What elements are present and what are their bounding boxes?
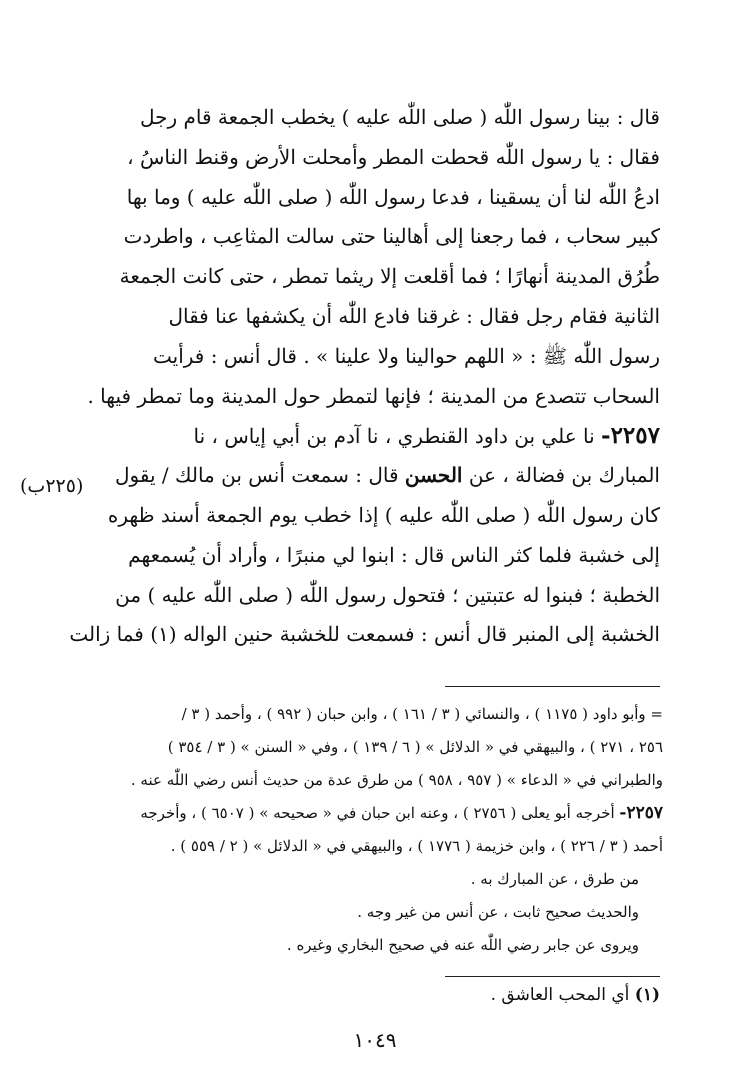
footnote-entry-text: أخرجه أبو يعلى ( ٢٧٥٦ ) ، وعنه ابن حبان في « صحيحه » ( ٦٥٠٧ ) ، وأخرجه <box>140 804 620 822</box>
glossary-divider <box>445 976 660 977</box>
footnote-entry-number: ٢٢٥٧- <box>619 803 663 823</box>
hadith-number: ٢٢٥٧- <box>601 422 660 450</box>
footnote-line: ٢٥٦ ، ٢٧١ ) ، والبيهقي في « الدلائل » ( ٦ / ١٣٩ ) ، وفي « السنن » ( ٣ / ٣٥٤ ) <box>167 738 663 756</box>
footnote-line: والحديث صحيح ثابت ، عن أنس من غير وجه . <box>357 903 639 921</box>
text-line: الخشبة إلى المنبر قال أنس : فسمعت للخشبة حنين الواله (١) فما زالت <box>69 622 660 647</box>
text-segment: المبارك بن فضالة ، عن <box>462 463 660 488</box>
text-line: فقال : يا رسول اللّٰه قحطت المطر وأمحلت الأرض وقنط الناسُ ، <box>127 144 660 169</box>
footnote-line: أحمد ( ٣ / ٢٢٦ ) ، وابن خزيمة ( ١٧٧٦ ) ، والبيهقي في « الدلائل » ( ٢ / ٥٥٩ ) . <box>170 837 663 855</box>
text-line: كان رسول اللّٰه ( صلى اللّٰه عليه ) إذا خطب يوم الجمعة أسند ظهره <box>107 502 660 527</box>
text-line: ادعُ اللّٰه لنا أن يسقينا ، فدعا رسول اللّٰه ( صلى اللّٰه عليه ) وما بها <box>126 184 660 209</box>
text-line: رسول اللّٰه ﷺ : « اللهم حوالينا ولا علينا » . قال أنس : فرأيت <box>152 343 660 368</box>
footnotes-block <box>88 698 663 962</box>
footnote-line: = وأبو داود ( ١١٧٥ ) ، والنسائي ( ٣ / ١٦١ ) ، وابن حبان ( ٩٩٢ ) ، وأحمد ( ٣ / <box>181 705 663 723</box>
text-segment: قال : سمعت أنس بن مالك / يقول <box>115 463 405 488</box>
text-line: إلى خشبة فلما كثر الناس قال : ابنوا لي منبرًا ، وأراد أن يُسمعهم <box>128 542 660 567</box>
text-line: الثانية فقام رجل فقال : غرقنا فادع اللّٰه أن يكشفها عنا فقال <box>168 303 660 328</box>
text-line <box>92 456 660 496</box>
bold-name: الحسن <box>404 463 463 488</box>
text-line: السحاب تتصدع من المدينة ؛ فإنها لتمطر حول المدينة وما تمطر فيها . <box>87 383 660 408</box>
glossary-number: (١) <box>634 985 660 1005</box>
page-number: ١٠٤٩ <box>353 1028 397 1052</box>
hadith-heading-line <box>92 416 660 456</box>
text-line: قال : بينا رسول اللّٰه ( صلى اللّٰه عليه ) يخطب الجمعة قام رجل <box>140 105 660 129</box>
main-text-block <box>69 98 660 655</box>
footnote-entry-line <box>88 797 663 830</box>
hadith-chain-text: نا علي بن داود القنطري ، نا آدم بن أبي إياس ، نا <box>193 424 595 449</box>
glossary-text: أي المحب العاشق . <box>490 985 635 1005</box>
footnote-line: والطبراني في « الدعاء » ( ٩٥٧ ، ٩٥٨ ) من طرق عدة من حديث أنس رضي اللّٰه عنه . <box>130 771 663 789</box>
footnote-line: من طرق ، عن المبارك به . <box>470 870 639 888</box>
footnote-divider <box>445 686 660 687</box>
text-line: طُرُق المدينة أنهارًا ؛ فما أقلعت إلا ريثما تمطر ، حتى كانت الجمعة <box>119 264 660 289</box>
text-line: الخطبة ؛ فبنوا له عتبتين ؛ فتحول رسول اللّٰه ( صلى اللّٰه عليه ) من <box>115 582 660 607</box>
margin-folio-note: (٢٢٥ب) <box>20 475 84 497</box>
text-line: كبير سحاب ، فما رجعنا إلى أهالينا حتى سالت المثاعِب ، واطردت <box>123 224 660 249</box>
footnote-line: ويروى عن جابر رضي اللّٰه عنه في صحيح البخاري وغيره . <box>286 936 639 954</box>
glossary-note <box>300 985 660 1005</box>
